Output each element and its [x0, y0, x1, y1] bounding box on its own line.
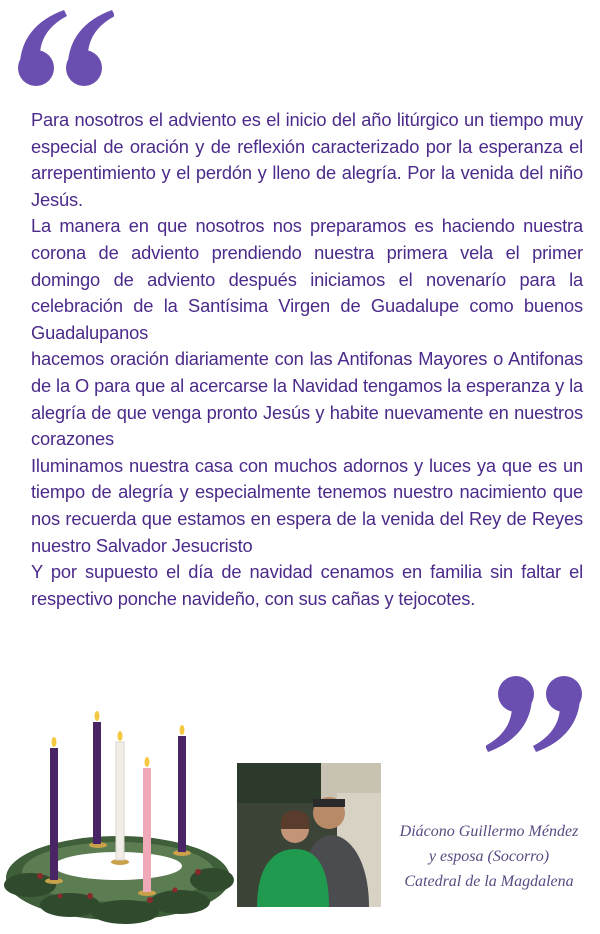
testimony-text — [31, 107, 583, 612]
paragraph: Y por supuesto el día de navidad cenamos en familia sin faltar el respectivo ponche navideño, con sus cañas y tejocotes. — [31, 561, 583, 609]
couple-photo — [237, 763, 381, 907]
paragraph: Para nosotros el adviento es el inicio del año litúrgico un tiempo muy especial de oración y de reflexión caracterizado por la esperanza el arrepentimiento y el perdón y lleno de alegría. Por la venida del niño Jesús. — [31, 109, 583, 210]
open-quote-icon — [14, 6, 114, 90]
paragraph: Iluminamos nuestra casa con muchos adornos y luces ya que es un tiempo de alegría y especialmente tenemos nuestro nacimiento que nos recuerda que estamos en espera de la venida del Rey de Reyes nuestro Salvador Jesucristo — [31, 454, 583, 556]
paragraph: La manera en que nosotros nos preparamos es haciendo nuestra corona de adviento prendiendo nuestra primera vela el primer domingo de adviento después iniciamos el novenarío para la celebración de la Santísima Virgen de Guadalupe como buenos Guadalupanos — [31, 215, 583, 343]
caption-parish: Catedral de la Magdalena — [404, 873, 574, 890]
advent-wreath-image — [0, 700, 240, 934]
close-quote-icon — [486, 672, 586, 756]
photo-caption — [382, 819, 596, 894]
paragraph: hacemos oración diariamente con las Antifonas Mayores o Antifonas de la O para que al acercarse la Navidad tengamos la esperanza y la alegría de que venga pronto Jesús y habite nuevamente en nuestros corazones — [31, 348, 583, 450]
caption-name: Diácono Guillermo Méndez — [399, 823, 579, 840]
caption-spouse: y esposa (Socorro) — [428, 848, 550, 865]
